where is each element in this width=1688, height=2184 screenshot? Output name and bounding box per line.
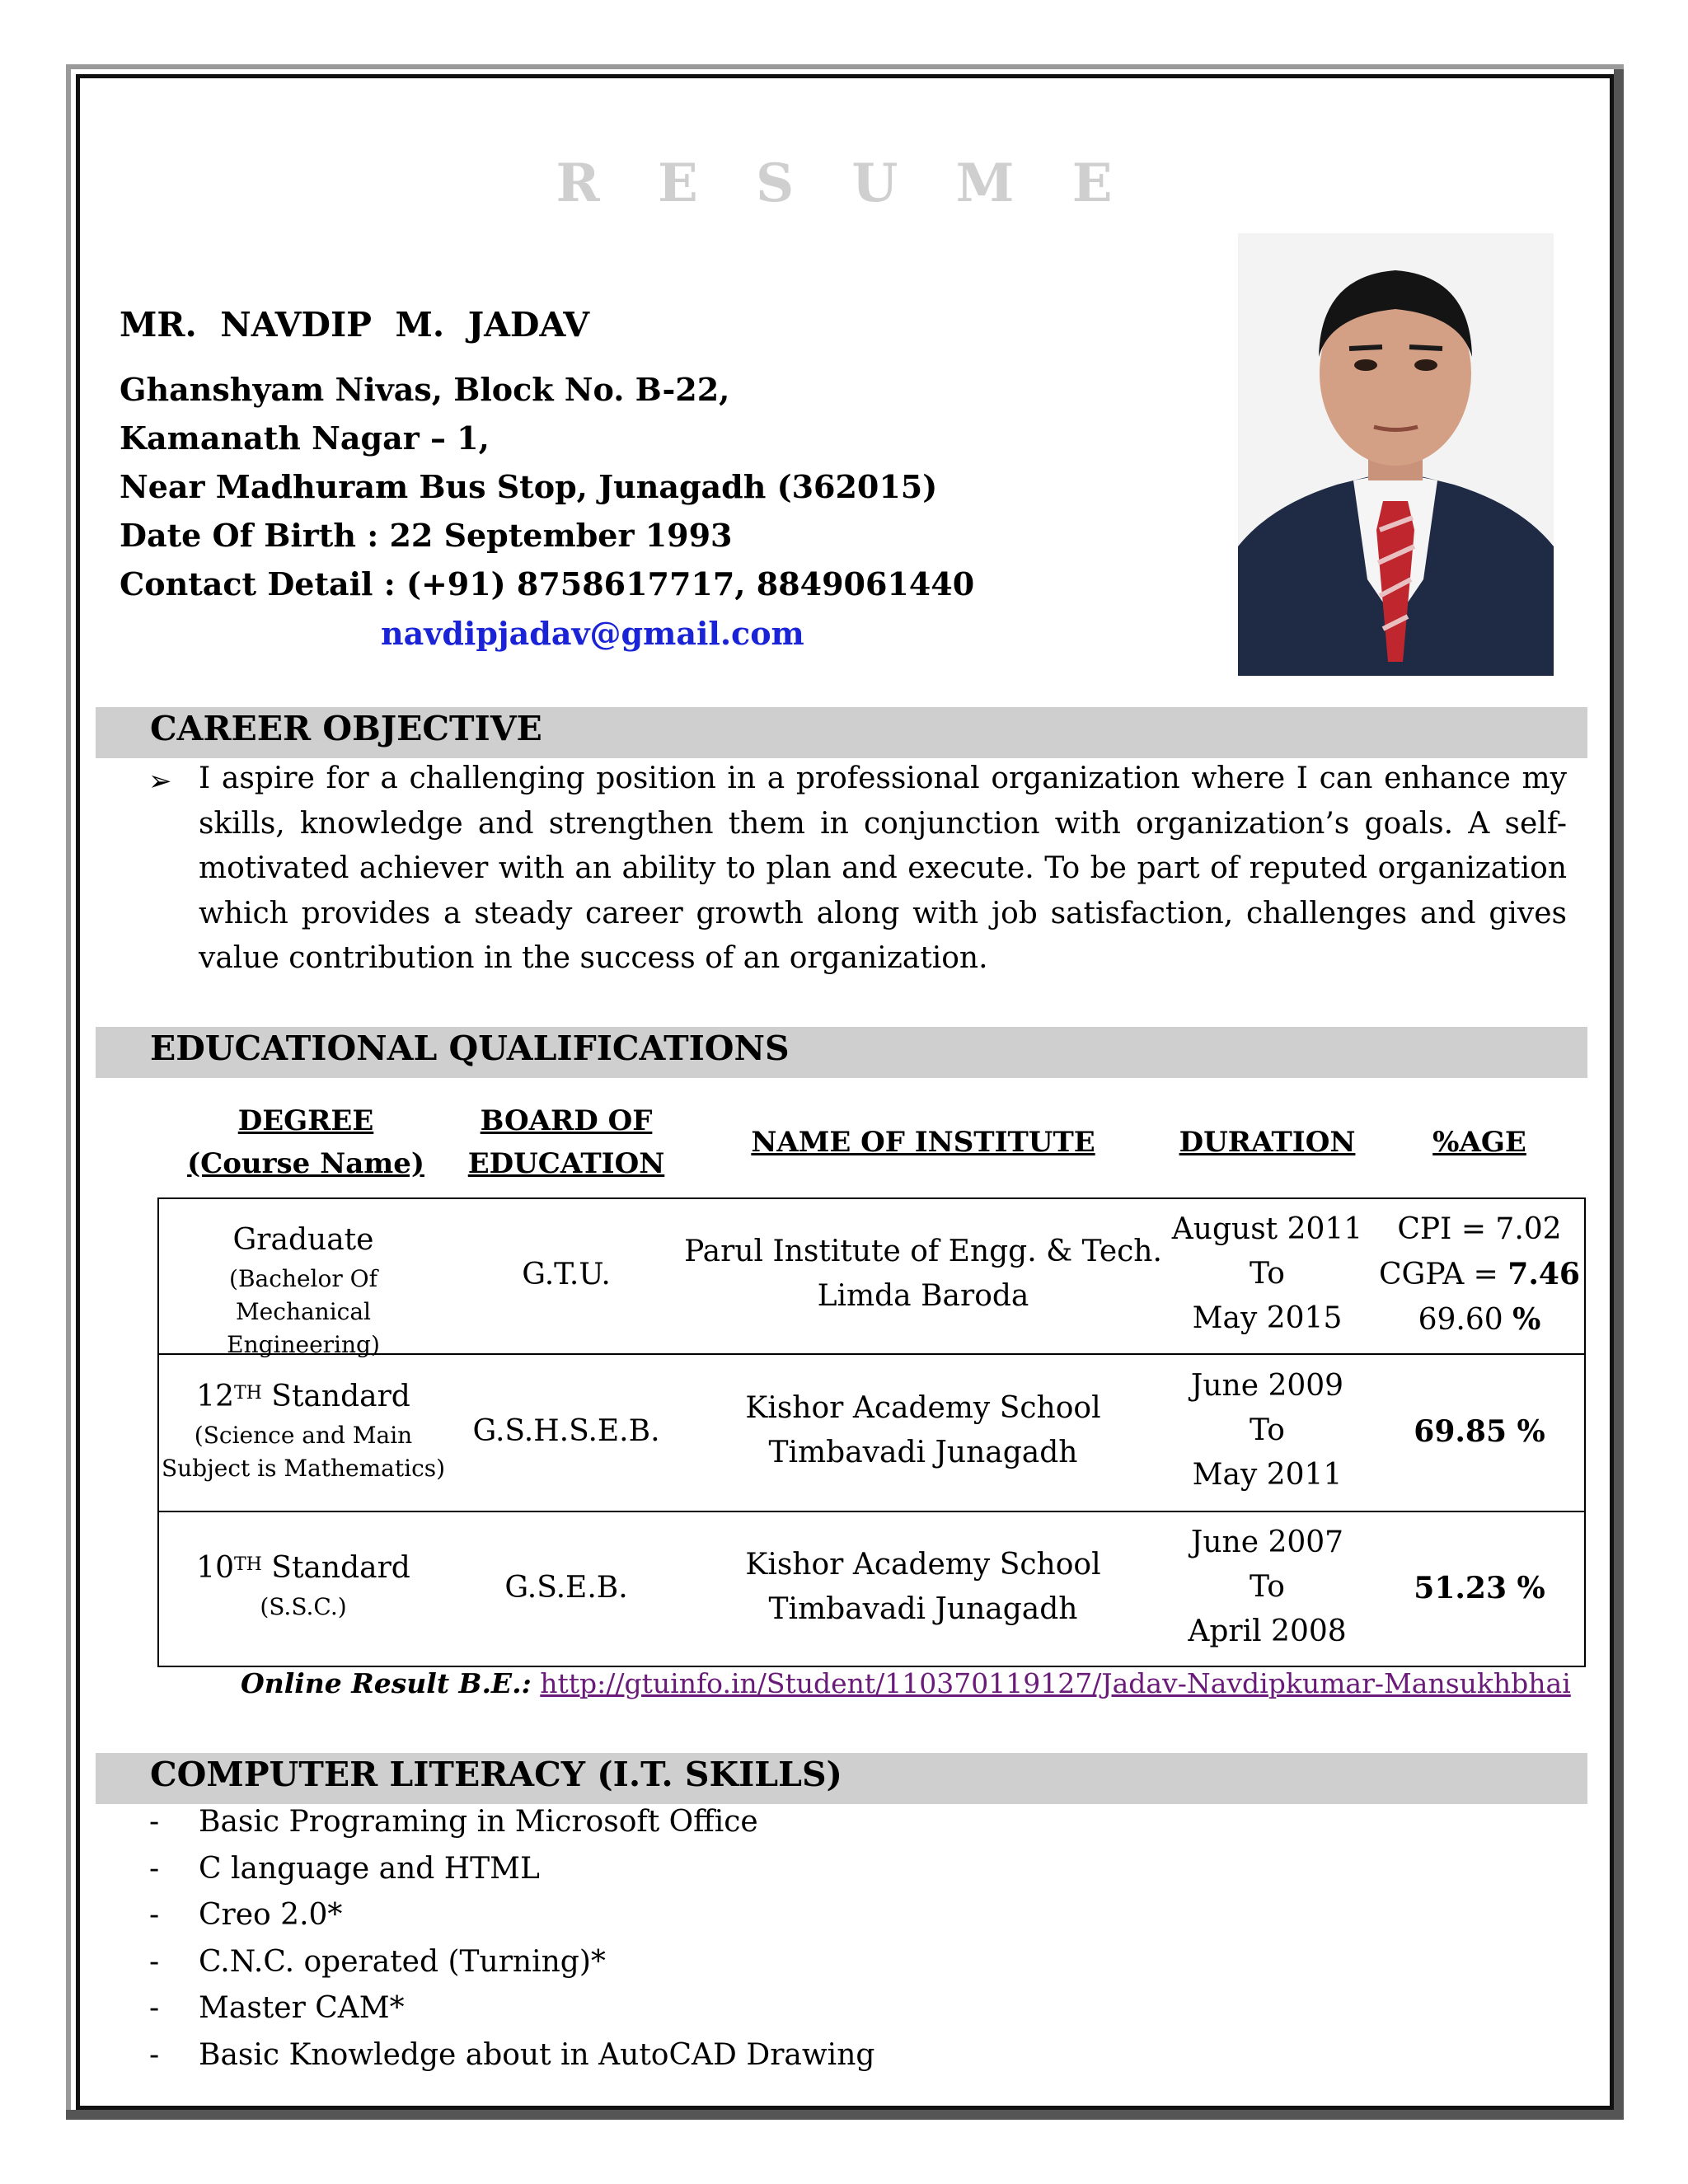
duration-start: June 2007 <box>1190 1526 1344 1559</box>
skill-item: C.N.C. operated (Turning)* <box>199 1945 606 1979</box>
degree-superscript: TH <box>233 1383 262 1404</box>
email-link[interactable]: navdipjadav@gmail.com <box>381 615 804 652</box>
degree-header-line-2: (Course Name) <box>187 1147 424 1180</box>
career-objective-text: I aspire for a challenging position in a professional organization where I can enhance my skills, knowledge and strengthen them in conjunction with organization’s goals. A self-motivated achiever with an ability to plan and execute. To be part of reputed organization which provides a steady career growth along with job satisfaction, challenges and gives value contribution in the success of an organization. <box>199 762 1567 975</box>
degree-detail: (S.S.C.) <box>260 1593 347 1620</box>
table-cell-score: 51.23 % <box>1414 1571 1545 1605</box>
address-line-2: Kamanath Nagar – 1, <box>120 419 490 457</box>
degree-name-rest: Standard <box>261 1551 410 1585</box>
online-result-label: Online Result B.E.: <box>241 1667 532 1699</box>
cgpa-value: 7.46 <box>1507 1257 1580 1291</box>
skills-heading: COMPUTER LITERACY (I.T. SKILLS) <box>150 1755 842 1794</box>
duration-end: May 2011 <box>1192 1458 1343 1492</box>
profile-photo <box>1238 233 1554 676</box>
duration-column-header: DURATION <box>1179 1126 1356 1159</box>
candidate-name: MR. NAVDIP M. JADAV <box>120 305 590 344</box>
table-cell-score: 69.85 % <box>1414 1414 1545 1449</box>
duration-start: June 2009 <box>1190 1369 1344 1403</box>
online-result <box>241 1667 1571 1699</box>
resume-title: R E S U M E <box>556 152 1132 214</box>
list-dash: - <box>149 1991 160 2025</box>
duration-start: August 2011 <box>1171 1212 1363 1246</box>
online-result-link[interactable]: http://gtuinfo.in/Student/110370119127/Jadav-Navdipkumar-Mansukhbhai <box>540 1667 1571 1699</box>
degree-superscript: TH <box>233 1554 262 1575</box>
duration-end: May 2015 <box>1192 1301 1343 1335</box>
percentage-value: 69.60 <box>1418 1303 1513 1337</box>
career-objective-heading: CAREER OBJECTIVE <box>150 709 542 748</box>
skill-item: Basic Programing in Microsoft Office <box>199 1805 758 1839</box>
table-cell-board: G.S.E.B. <box>504 1571 628 1605</box>
table-cell-duration <box>1162 1207 1372 1341</box>
degree-detail: Engineering) <box>227 1331 380 1358</box>
skill-item: Basic Knowledge about in AutoCAD Drawing <box>199 2038 875 2072</box>
institute-name: Kishor Academy School <box>745 1548 1101 1582</box>
table-cell-board: G.S.H.S.E.B. <box>472 1414 660 1448</box>
table-cell-duration <box>1162 1521 1372 1654</box>
degree-detail: (Science and Main <box>194 1422 413 1449</box>
list-dash: - <box>149 1945 160 1979</box>
list-dash: - <box>149 1898 160 1932</box>
table-cell-institute <box>684 1543 1162 1632</box>
table-cell-board: G.T.U. <box>522 1258 611 1291</box>
cpi-score: CPI = 7.02 <box>1397 1212 1562 1246</box>
list-dash: - <box>149 1852 160 1886</box>
institute-column-header: NAME OF INSTITUTE <box>751 1126 1095 1159</box>
education-heading: EDUCATIONAL QUALIFICATIONS <box>150 1029 790 1068</box>
table-cell-degree <box>159 1375 448 1485</box>
table-cell-duration <box>1162 1364 1372 1497</box>
address-line-1: Ghanshyam Nivas, Block No. B-22, <box>120 371 730 408</box>
address-line-3: Near Madhuram Bus Stop, Junagadh (362015) <box>120 468 938 505</box>
degree-column-header <box>174 1099 438 1185</box>
table-cell-institute <box>684 1230 1162 1319</box>
duration-end: April 2008 <box>1188 1615 1347 1648</box>
objective-bullet-icon: ➢ <box>148 765 172 798</box>
cgpa-label: CGPA = <box>1379 1258 1508 1291</box>
degree-name-rest: Standard <box>261 1380 410 1413</box>
institute-name: Parul Institute of Engg. & Tech. <box>684 1235 1162 1268</box>
board-column-header <box>467 1099 665 1185</box>
duration-to: To <box>1250 1570 1285 1604</box>
board-header-line-2: EDUCATION <box>467 1147 665 1180</box>
percentage-sign: % <box>1512 1302 1541 1337</box>
degree-detail: (Bachelor Of Mechanical <box>229 1265 377 1325</box>
page-border-shadow-bottom <box>66 2110 1624 2120</box>
skill-item: Creo 2.0* <box>199 1898 343 1932</box>
table-cell-degree <box>159 1546 448 1624</box>
table-cell-score <box>1372 1207 1587 1343</box>
skill-item: Master CAM* <box>199 1991 405 2025</box>
page-border-shadow-right <box>1614 69 1624 2120</box>
duration-to: To <box>1250 1413 1285 1447</box>
skill-item: C language and HTML <box>199 1852 540 1886</box>
degree-name: Graduate <box>232 1223 374 1257</box>
table-cell-institute <box>684 1386 1162 1475</box>
degree-name: 12 <box>196 1380 234 1413</box>
institute-name: Kishor Academy School <box>745 1391 1101 1425</box>
contact-detail: Contact Detail : (+91) 8758617717, 8849061440 <box>120 565 975 602</box>
table-cell-degree <box>159 1218 448 1361</box>
degree-header-line-1: DEGREE <box>237 1104 374 1137</box>
board-header-line-1: BOARD OF <box>480 1104 653 1137</box>
institute-location: Timbavadi Junagadh <box>768 1592 1078 1626</box>
percentage-column-header: %AGE <box>1432 1126 1526 1159</box>
institute-location: Timbavadi Junagadh <box>768 1436 1078 1469</box>
date-of-birth: Date Of Birth : 22 September 1993 <box>120 517 733 554</box>
list-dash: - <box>149 1805 160 1839</box>
list-dash: - <box>149 2038 160 2072</box>
institute-location: Limda Baroda <box>817 1279 1029 1313</box>
degree-detail: Subject is Mathematics) <box>161 1455 446 1482</box>
table-row-divider <box>157 1511 1586 1512</box>
degree-name: 10 <box>196 1551 234 1585</box>
duration-to: To <box>1250 1257 1285 1291</box>
